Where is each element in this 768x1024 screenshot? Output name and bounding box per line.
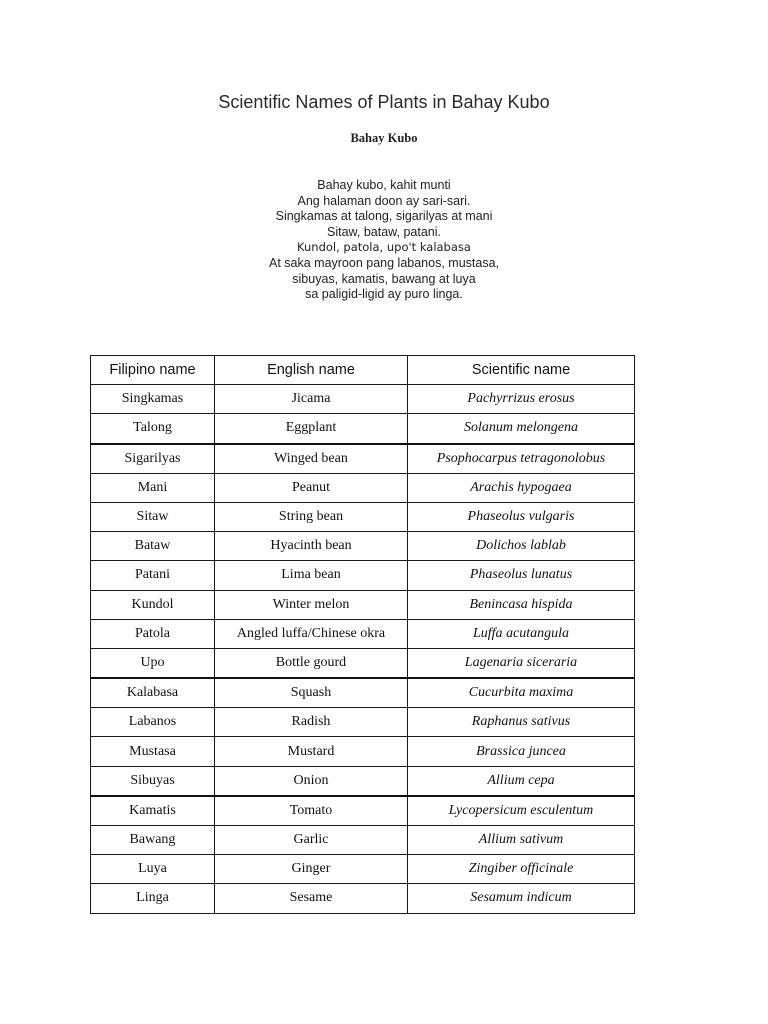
cell-english-name: Radish <box>215 708 408 737</box>
table-body <box>91 385 635 913</box>
cell-scientific-name: Phaseolus vulgaris <box>408 502 635 531</box>
cell-filipino-name: Linga <box>91 884 215 913</box>
lyric-line: sa paligid-ligid ay puro linga. <box>305 287 463 302</box>
table-row <box>91 678 635 708</box>
table-row <box>91 826 635 855</box>
table-row <box>91 708 635 737</box>
cell-english-name: Peanut <box>215 473 408 502</box>
cell-filipino-name: Patola <box>91 619 215 648</box>
cell-filipino-name: Bawang <box>91 826 215 855</box>
cell-filipino-name: Kamatis <box>91 796 215 826</box>
cell-english-name: Squash <box>215 678 408 708</box>
cell-scientific-name: Raphanus sativus <box>408 708 635 737</box>
cell-english-name: Eggplant <box>215 414 408 444</box>
table-row <box>91 385 635 414</box>
cell-scientific-name: Cucurbita maxima <box>408 678 635 708</box>
cell-english-name: Bottle gourd <box>215 648 408 678</box>
cell-scientific-name: Phaseolus lunatus <box>408 561 635 590</box>
cell-english-name: Tomato <box>215 796 408 826</box>
page-title: Scientific Names of Plants in Bahay Kubo <box>218 92 550 112</box>
cell-scientific-name: Psophocarpus tetragonolobus <box>408 444 635 474</box>
table-row <box>91 561 635 590</box>
cell-filipino-name: Mustasa <box>91 737 215 766</box>
plants-table <box>90 355 635 914</box>
cell-english-name: Jicama <box>215 385 408 414</box>
lyric-line: sibuyas, kamatis, bawang at luya <box>292 271 476 286</box>
cell-filipino-name: Patani <box>91 561 215 590</box>
lyric-line: Sitaw, bataw, patani. <box>327 224 441 239</box>
cell-filipino-name: Upo <box>91 648 215 678</box>
cell-scientific-name: Zingiber officinale <box>408 855 635 884</box>
lyric-line: At saka mayroon pang labanos, mustasa, <box>269 255 499 270</box>
cell-filipino-name: Luya <box>91 855 215 884</box>
cell-filipino-name: Talong <box>91 414 215 444</box>
cell-scientific-name: Brassica juncea <box>408 737 635 766</box>
table-row <box>91 737 635 766</box>
column-header-scientific: Scientific name <box>408 356 635 385</box>
table-row <box>91 855 635 884</box>
table-row <box>91 648 635 678</box>
cell-scientific-name: Luffa acutangula <box>408 619 635 648</box>
cell-english-name: Sesame <box>215 884 408 913</box>
table-row <box>91 502 635 531</box>
cell-scientific-name: Benincasa hispida <box>408 590 635 619</box>
cell-filipino-name: Sigarilyas <box>91 444 215 474</box>
cell-english-name: Lima bean <box>215 561 408 590</box>
cell-scientific-name: Allium cepa <box>408 766 635 796</box>
table-row <box>91 414 635 444</box>
cell-english-name: Mustard <box>215 737 408 766</box>
cell-english-name: String bean <box>215 502 408 531</box>
lyric-line: Bahay kubo, kahit munti <box>317 178 451 192</box>
cell-filipino-name: Mani <box>91 473 215 502</box>
table-row <box>91 884 635 913</box>
table-row <box>91 796 635 826</box>
song-title: Bahay Kubo <box>350 131 418 145</box>
cell-scientific-name: Lycopersicum esculentum <box>408 796 635 826</box>
column-header-filipino: Filipino name <box>91 356 215 385</box>
cell-filipino-name: Sibuyas <box>91 766 215 796</box>
cell-english-name: Hyacinth bean <box>215 532 408 561</box>
cell-english-name: Winged bean <box>215 444 408 474</box>
cell-english-name: Angled luffa/Chinese okra <box>215 619 408 648</box>
cell-english-name: Garlic <box>215 826 408 855</box>
cell-scientific-name: Lagenaria siceraria <box>408 648 635 678</box>
cell-scientific-name: Solanum melongena <box>408 414 635 444</box>
lyrics <box>0 178 768 303</box>
cell-scientific-name: Sesamum indicum <box>408 884 635 913</box>
cell-filipino-name: Singkamas <box>91 385 215 414</box>
cell-english-name: Onion <box>215 766 408 796</box>
lyric-line: Ang halaman doon ay sari-sari. <box>297 193 471 208</box>
cell-scientific-name: Arachis hypogaea <box>408 473 635 502</box>
cell-filipino-name: Kalabasa <box>91 678 215 708</box>
table-row <box>91 532 635 561</box>
table-row <box>91 473 635 502</box>
lyric-line: Singkamas at talong, sigarilyas at mani <box>275 209 493 224</box>
cell-filipino-name: Kundol <box>91 590 215 619</box>
cell-scientific-name: Allium sativum <box>408 826 635 855</box>
cell-filipino-name: Sitaw <box>91 502 215 531</box>
table-row <box>91 444 635 474</box>
table-row <box>91 766 635 796</box>
cell-scientific-name: Pachyrrizus erosus <box>408 385 635 414</box>
cell-filipino-name: Bataw <box>91 532 215 561</box>
table-row <box>91 590 635 619</box>
lyric-line: Kundol, patola, upo't kalabasa <box>297 240 471 255</box>
table-row <box>91 619 635 648</box>
cell-english-name: Ginger <box>215 855 408 884</box>
cell-english-name: Winter melon <box>215 590 408 619</box>
cell-filipino-name: Labanos <box>91 708 215 737</box>
table-header-row <box>91 356 635 385</box>
column-header-english: English name <box>215 356 408 385</box>
cell-scientific-name: Dolichos lablab <box>408 532 635 561</box>
